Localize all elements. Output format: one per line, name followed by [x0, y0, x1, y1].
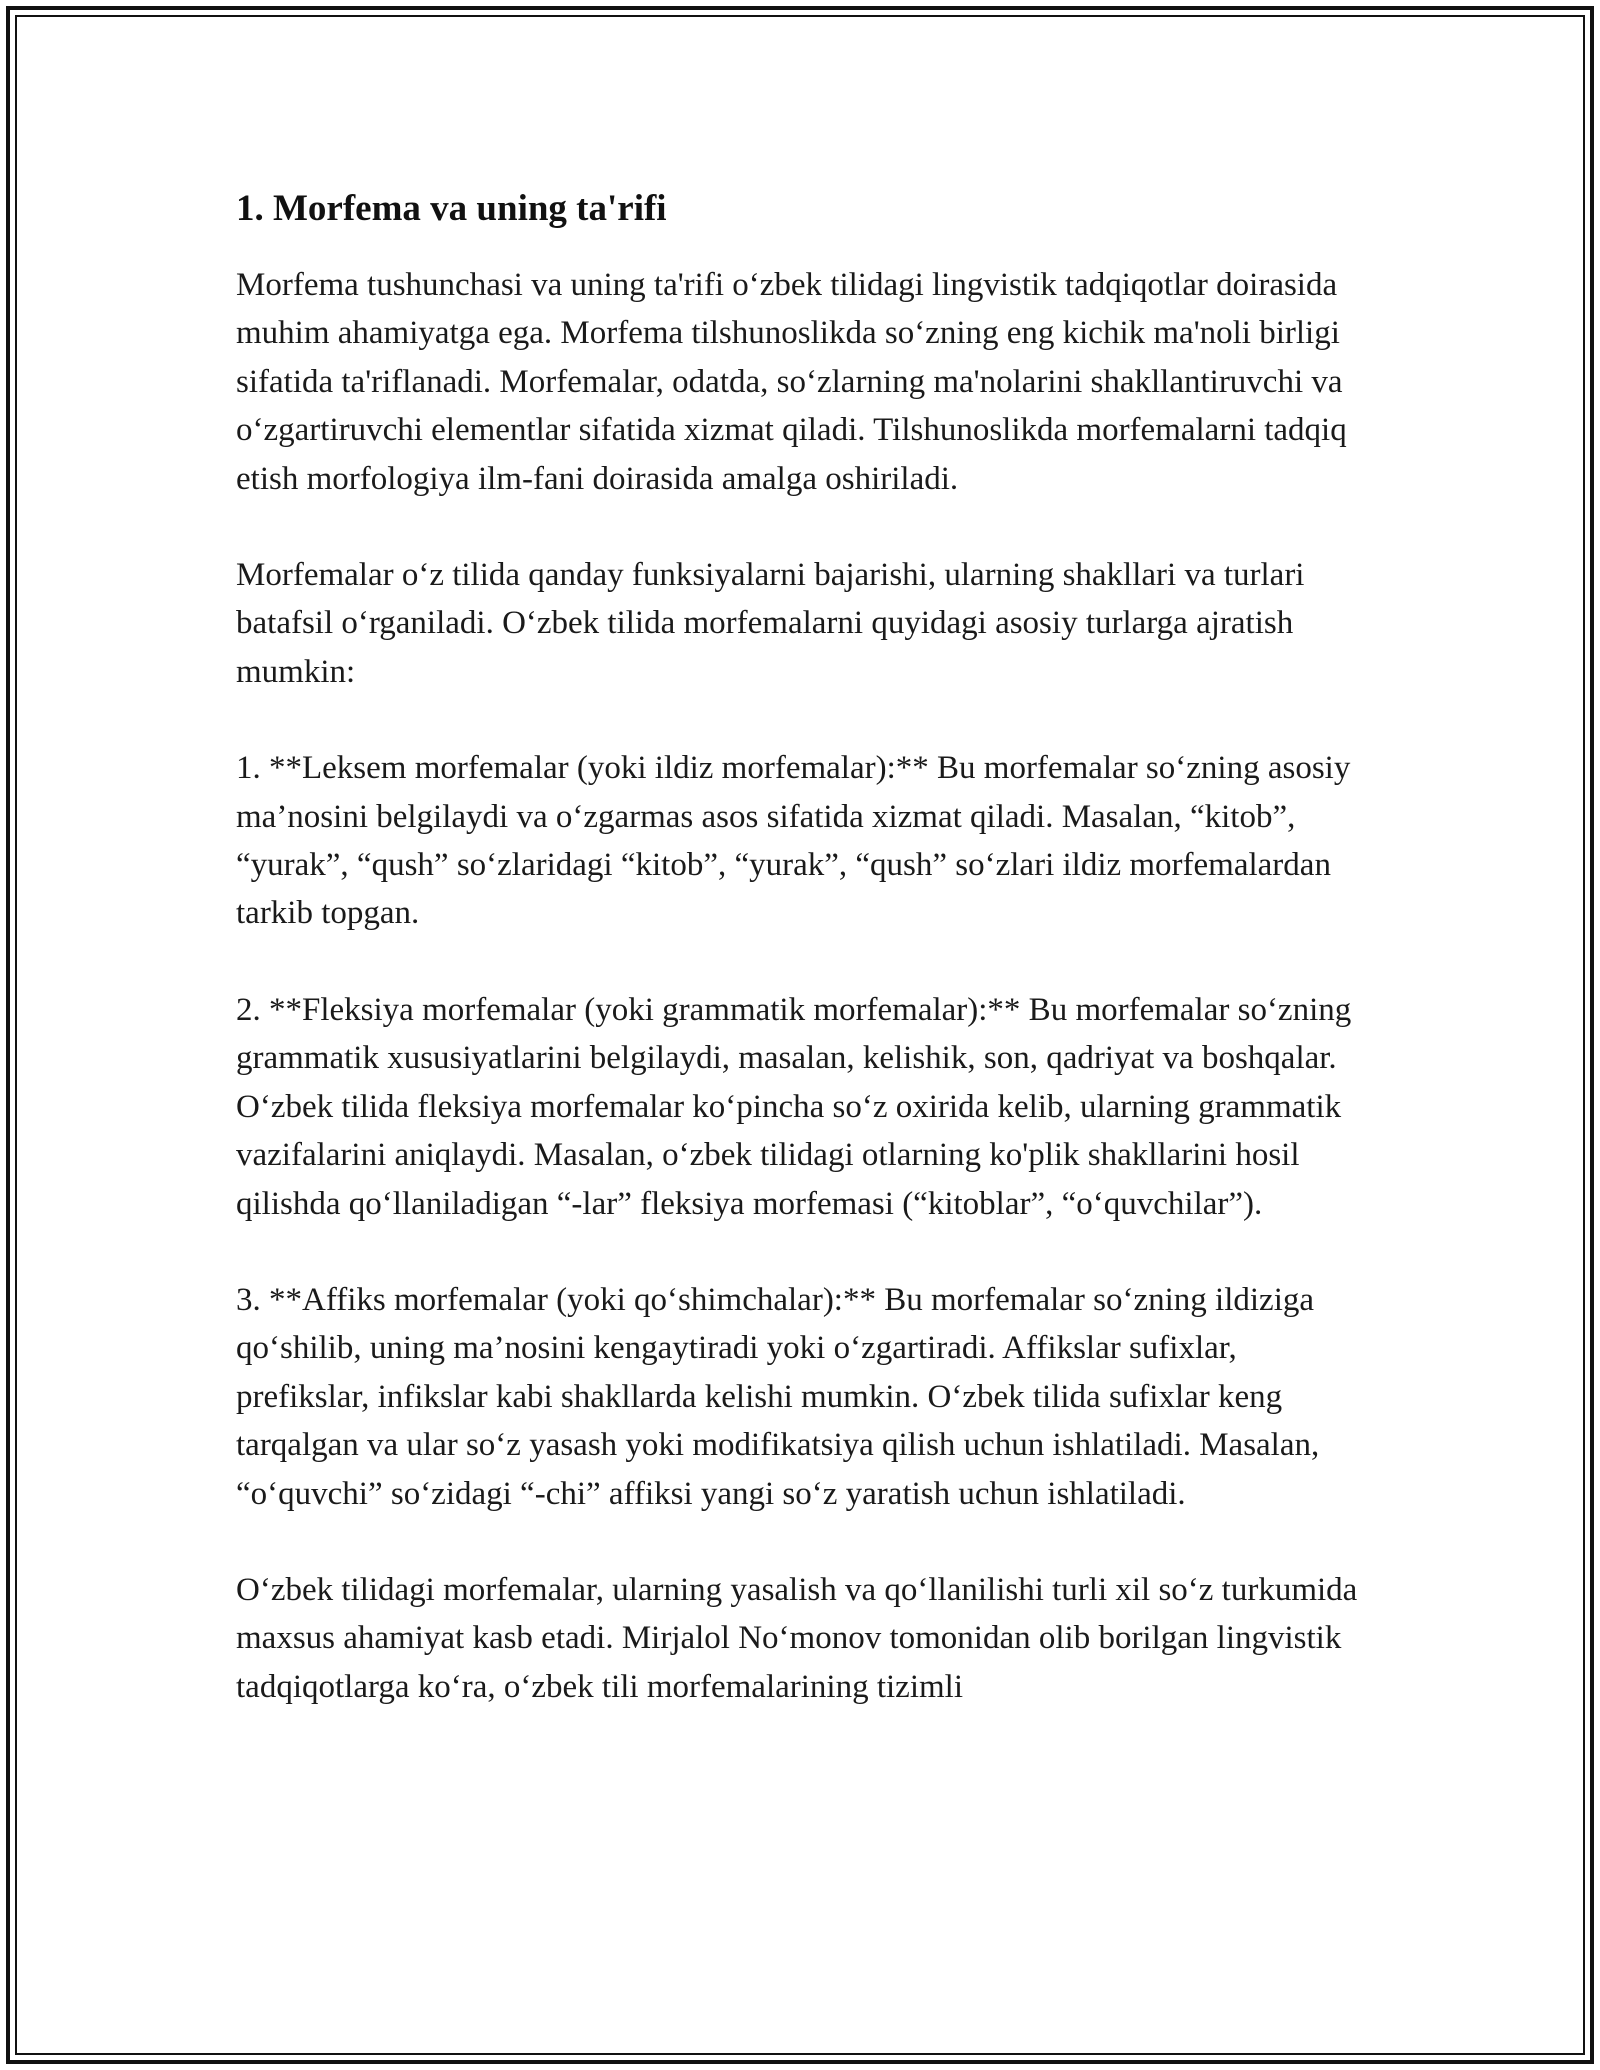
- paragraph-types-intro: Morfemalar o‘z tilida qanday funksiyalarni bajarishi, ularning shakllari va turlari batafsil o‘rganiladi. O‘zbek tilida morfemalarni quyidagi asosiy turlarga ajratish mumkin:: [236, 557, 1305, 690]
- paragraph-definition: Morfema tushunchasi va uning ta'rifi o‘zbek tilidagi lingvistik tadqiqotlar doirasida muhim ahamiyatga ega. Morfema tilshunoslikda so‘zning eng kichik ma'noli birligi sifatida ta'riflanadi. Morfemalar, odatda, so‘zlarning ma'nolarini shakllantiruvchi va o‘zgartiruvchi elementlar sifatida xizmat qiladi. Tilshunoslikda morfemalarni tadqiq etish morfologiya ilm-fani doirasida amalga oshiriladi.: [236, 267, 1347, 497]
- document-body: [236, 185, 1366, 1711]
- paragraph-conclusion: O‘zbek tilidagi morfemalar, ularning yasalish va qo‘llanilishi turli xil so‘z turkumida maxsus ahamiyat kasb etadi. Mirjalol No‘monov tomonidan olib borilgan lingvistik tadqiqotlarga ko‘ra, o‘zbek tili morfemalarining tizimli: [236, 1571, 1358, 1705]
- paragraph-inflection-morphemes: 2. **Fleksiya morfemalar (yoki grammatik morfemalar):** Bu morfemalar so‘zning grammatik xususiyatlarini belgilaydi, masalan, kelishik, son, qadriyat va boshqalar. O‘zbek tilida fleksiya morfemalar ko‘pincha so‘z oxirida kelib, ularning grammatik vazifalarini aniqlaydi. Masalan, o‘zbek tilidagi otlarning ko'plik shakllarini hosil qilishda qo‘llaniladigan “-lar” fleksiya morfemasi (“kitoblar”, “o‘quvchilar”).: [236, 991, 1352, 1222]
- paragraph-lexeme-morphemes: 1. **Leksem morfemalar (yoki ildiz morfemalar):** Bu morfemalar so‘zning asosiy ma’nosini belgilaydi va o‘zgarmas asos sifatida xizmat qiladi. Masalan, “kitob”, “yurak”, “qush” so‘zlaridagi “kitob”, “yurak”, “qush” so‘zlari ildiz morfemalardan tarkib topgan.: [236, 750, 1351, 932]
- paragraph-affix-morphemes: 3. **Affiks morfemalar (yoki qo‘shimchalar):** Bu morfemalar so‘zning ildiziga qo‘shilib, uning ma’nosini kengaytiradi yoki o‘zgartiradi. Affikslar sufixlar, prefikslar, infikslar kabi shakllarda kelishi mumkin. O‘zbek tilida sufixlar keng tarqalgan va ular so‘z yasash yoki modifikatsiya qilish uchun ishlatiladi. Masalan, “o‘quvchi” so‘zidagi “-chi” affiksi yangi so‘z yaratish uchun ishlatiladi.: [236, 1281, 1320, 1512]
- section-heading: 1. Morfema va uning ta'rifi: [236, 188, 667, 229]
